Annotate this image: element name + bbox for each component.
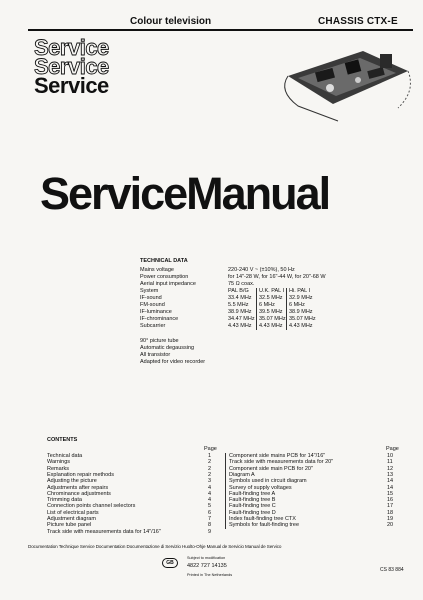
page-column-heading: Page: [386, 446, 399, 452]
td-value: 38.9 MHz: [289, 309, 313, 315]
td-value: 75 Ω coax.: [228, 281, 255, 287]
contents-item-title: Trimming data: [47, 497, 82, 504]
td-value: Hi. PAL I: [289, 288, 311, 294]
td-label: IF-sound: [140, 295, 162, 301]
feature-item: 90° picture tube: [140, 338, 179, 344]
service-logo-outline-1: Service: [34, 35, 109, 60]
td-value: 34.47 MHz: [228, 316, 255, 322]
feature-item: Automatic degaussing: [140, 345, 195, 351]
contents-item-title: Component side mains PCB for 14"/16": [229, 453, 326, 459]
td-value: 32.5 MHz: [259, 295, 283, 301]
contents-item-page: 16: [387, 497, 394, 504]
contents-divider: [225, 453, 226, 529]
td-label: Subcarrier: [140, 323, 166, 329]
page-column-heading: Page: [204, 446, 217, 452]
contents-item-page: 8: [208, 522, 212, 529]
contents-heading: CONTENTS: [47, 437, 78, 443]
chassis-label: CHASSIS CTX-E: [318, 16, 398, 27]
contents-item-page: 18: [387, 509, 394, 516]
td-value: 32.9 MHz: [289, 295, 313, 301]
subject-note: Subject to modification: [187, 556, 226, 560]
feature-item: Adapted for video recorder: [140, 359, 206, 365]
contents-item-page: 4: [208, 484, 212, 491]
printed-note: Printed in The Netherlands: [187, 573, 233, 577]
contents-item-title: Fault-finding tree D: [229, 509, 276, 516]
td-value: 38.9 MHz: [228, 309, 252, 315]
td-label: Power consumption: [140, 274, 189, 280]
contents-item-title: Adjustment diagram: [47, 516, 96, 522]
td-value: for 14"-28 W, for 16"-44 W, for 20"-68 W: [228, 274, 326, 280]
contents-item-page: 3: [208, 478, 212, 485]
contents-item-title: Connection points channel selectors: [47, 503, 136, 510]
contents-item-title: Track side with measurements data for 14"/16": [47, 528, 161, 535]
contents-item-title: Fault-finding tree B: [229, 497, 276, 504]
td-label: IF-chrominance: [140, 316, 179, 322]
contents-item-page: 2: [208, 465, 212, 472]
contents-item-page: 14: [387, 478, 394, 485]
contents-item-page: 2: [208, 471, 212, 478]
contents-item-title: Technical data: [47, 453, 83, 459]
contents-item-title: Chrominance adjustments: [47, 490, 111, 497]
contents-item-title: Remarks: [47, 465, 70, 472]
contents-item-title: Fault-finding tree A: [229, 490, 276, 497]
contents-item-page: 2: [208, 459, 212, 466]
contents-item-page: 19: [387, 516, 394, 522]
contents-item-title: Track side with measurements data for 20": [229, 459, 334, 466]
contents-item-title: Index fault-finding tree CTX: [229, 516, 296, 522]
contents-item-title: Fault-finding tree C: [229, 503, 276, 510]
country-badge: GB: [162, 558, 178, 568]
td-value: 6 MHz: [289, 302, 305, 308]
contents-item-page: 1: [208, 453, 212, 459]
td-label: Aerial input impedance: [140, 281, 196, 287]
td-value: 5.5 MHz: [228, 302, 249, 308]
contents-item-page: 14: [387, 484, 394, 491]
column-divider: [256, 288, 257, 330]
service-manual-title: ServiceManual: [40, 168, 330, 219]
td-value: 6 MHz: [259, 302, 275, 308]
contents-item-title: List of electrical parts: [47, 509, 99, 516]
td-value: 39.5 MHz: [259, 309, 283, 315]
contents-item-page: 13: [387, 471, 394, 478]
contents-item-page: 5: [208, 503, 212, 510]
contents-item-title: Component side main PCB for 20": [229, 465, 313, 472]
contents-item-page: 10: [387, 453, 394, 459]
header-rule: [28, 29, 413, 31]
contents-item-page: 4: [208, 497, 212, 504]
td-label: IF-luminance: [140, 309, 172, 315]
contents-item-page: 15: [387, 490, 394, 497]
contents-item-page: 17: [387, 503, 394, 510]
contents-item-title: Picture tube panel: [47, 522, 92, 529]
td-value: PAL B/G: [228, 288, 249, 294]
contents-item-title: Symbols used in circuit diagram: [229, 478, 307, 485]
service-logo-outline-2: Service: [34, 54, 109, 79]
td-value: 4.43 MHz: [259, 323, 283, 329]
td-value: 4.43 MHz: [289, 323, 313, 329]
td-value: 33.4 MHz: [228, 295, 252, 301]
contents-item-title: Warnings: [47, 459, 71, 466]
contents-item-title: Symbols for fault-finding tree: [229, 522, 300, 529]
column-divider: [286, 288, 287, 330]
contents-item-page: 4: [208, 490, 212, 497]
td-label: FM-sound: [140, 302, 165, 308]
contents-item-title: Adjustments after repairs: [47, 484, 109, 491]
td-value: 220-240 V ~ (±10%), 50 Hz: [228, 267, 295, 273]
document-code: 4822 727 14135: [187, 563, 227, 569]
contents-item-page: 11: [387, 459, 393, 466]
td-value: U.K. PAL I: [259, 288, 285, 294]
multilingual-doc-line: Documentation Technique Service Documentation Documentazione di Servizio Huolto-Ohje Manual de Servicio Manual de Servico: [28, 544, 282, 549]
service-logo-solid: Service: [34, 73, 109, 98]
cs-number: CS 83 884: [380, 567, 404, 573]
td-value: 35.07 MHz: [289, 316, 316, 322]
contents-item-page: 9: [208, 528, 212, 535]
td-label: Mains voltage: [140, 267, 174, 273]
td-label: System: [140, 288, 159, 294]
contents-item-page: 7: [208, 516, 212, 522]
contents-item-title: Survey of supply voltages: [229, 484, 292, 491]
document-subtitle: Colour television: [130, 16, 212, 27]
contents-item-title: Adjusting the picture: [47, 478, 97, 485]
td-value: 4.43 MHz: [228, 323, 252, 329]
contents-item-title: Diagram A: [229, 471, 255, 478]
contents-item-page: 12: [387, 465, 394, 472]
contents-item-page: 6: [208, 509, 212, 516]
technical-data-heading: TECHNICAL DATA: [140, 258, 188, 264]
contents-item-page: 20: [387, 522, 394, 529]
contents-item-title: Explanation repair methods: [47, 471, 114, 478]
chassis-photo: [268, 36, 418, 126]
feature-item: All transistor: [140, 352, 171, 358]
td-value: 35.07 MHz: [259, 316, 286, 322]
